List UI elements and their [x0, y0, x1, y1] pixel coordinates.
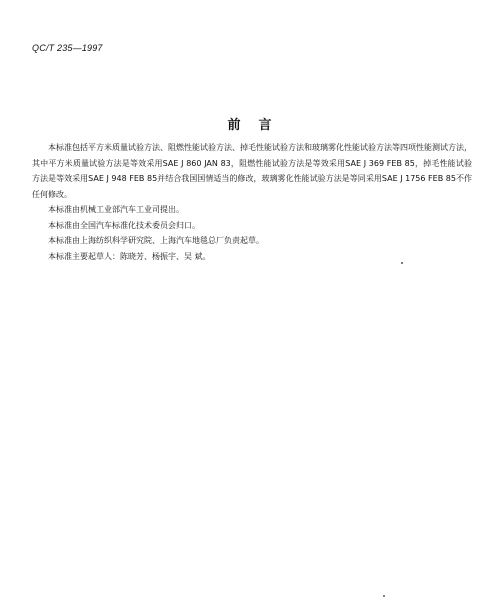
- page-title: 前言: [227, 118, 290, 133]
- scan-speck: [401, 262, 403, 264]
- paragraph-drafting-org: 本标准由上海纺织科学研究院、上海汽车地毯总厂负责起草。: [48, 236, 264, 245]
- scan-speck: [383, 595, 385, 597]
- paragraph-scope: 本标准包括平方米质量试验方法、阻燃性能试验方法、掉毛性能试验方法和玻璃雾化性能试验方法等四项性能测试方法，其中平方米质量试验方法是等效采用SAE J 860 JAN 83，阻燃性能试验方法是等效采用SAE J 369 FEB 85，掉毛性能试验方法是等效采用SAE J 948 FEB 85并结合我国国情适当的修改，玻璃雾化性能试验方法是等同采用SAE J 1756 FEB 85不作任何修改。: [32, 143, 472, 199]
- paragraph-proposer: 本标准由机械工业部汽车工业司提出。: [48, 205, 184, 214]
- standard-code: QC/T 235—1997: [32, 43, 103, 53]
- paragraph-drafters: 本标准主要起草人：陈晓芳、杨振宇、吴 斌。: [48, 251, 211, 261]
- foreword-body: [32, 140, 472, 264]
- paragraph-administrator: 本标准由全国汽车标准化技术委员会归口。: [48, 220, 200, 230]
